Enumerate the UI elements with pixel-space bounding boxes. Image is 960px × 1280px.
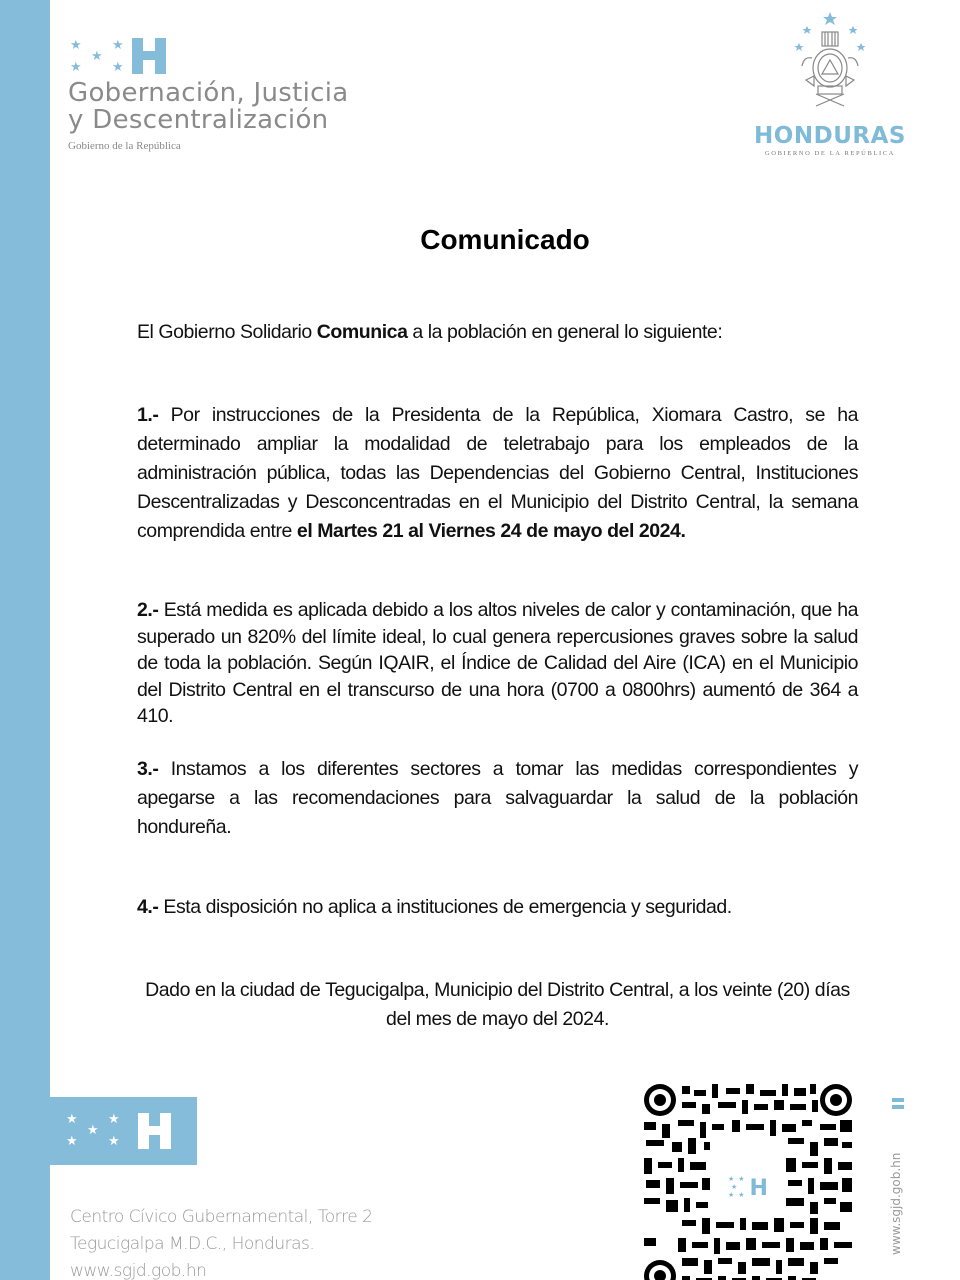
- ministry-name: [68, 80, 349, 134]
- qr-center-logo: [716, 1160, 780, 1216]
- point-1-paragraph: [137, 401, 858, 546]
- h-logo-icon: [138, 1113, 171, 1149]
- point-3-paragraph: [137, 755, 858, 842]
- intro-text: El Gobierno Solidario: [137, 321, 317, 343]
- website-link[interactable]: www.sgjd.gob.hn: [70, 1261, 207, 1280]
- point-4-paragraph: [137, 894, 858, 922]
- footer-logo: [50, 1097, 197, 1165]
- star-icon: ★: [108, 1111, 120, 1126]
- intro-bold-text: Comunica: [316, 321, 408, 343]
- ministry-subtitle: Gobierno de la República: [68, 140, 181, 152]
- star-icon: ★: [112, 37, 124, 52]
- address-line-2: Tegucigalpa M.D.C., Honduras.: [70, 1234, 315, 1254]
- closing-statement: Dado en la ciudad de Tegucigalpa, Municipio del Distrito Central, a los veinte (20) días del mes de mayo del 2024.: [145, 979, 850, 1030]
- intro-paragraph: [137, 319, 858, 347]
- star-icon: ★: [91, 48, 103, 63]
- point-text: Instamos a los diferentes sectores a tomar las medidas correspondientes y apegarse a las recomendaciones para salvaguardar la salud de la población hondureña.: [137, 758, 858, 838]
- star-icon: ★: [87, 1122, 99, 1137]
- point-text: Por instrucciones de la Presidenta de la República, Xiomara Castro, se ha determinado ampliar la modalidad de teletrabajo para los empleados de la administración pública, todas las Dependencias del Gobierno Central, Instituciones Descentralizadas y Desconcentradas en el Municipio del Distrito Central, la semana comprendida entre: [137, 404, 858, 542]
- point-number: 3.-: [137, 758, 159, 780]
- star-icon: ★: [66, 1133, 78, 1148]
- star-icon: ★: [66, 1111, 78, 1126]
- country-subtitle: GOBIERNO DE LA REPÚBLICA: [765, 150, 895, 157]
- point-date-range: el Martes 21 al Viernes 24 de mayo del 2024.: [296, 520, 686, 542]
- star-icon: ★: [70, 37, 82, 52]
- star-icon: ★: [70, 59, 82, 74]
- h-logo-icon: H: [749, 1175, 768, 1201]
- h-logo-icon: [132, 38, 166, 74]
- point-number: 2.-: [137, 599, 159, 621]
- honduras-logo: [750, 10, 910, 157]
- vertical-url-text[interactable]: www.sgjd.gob.hn: [889, 1152, 903, 1255]
- ministry-logo-mark: [68, 36, 349, 76]
- stars-icon: [66, 1112, 126, 1152]
- point-number: 4.-: [137, 896, 159, 918]
- stars-icon: [68, 36, 130, 76]
- point-text: Esta disposición no aplica a instituciones de emergencia y seguridad.: [158, 896, 732, 918]
- star-icon: ★: [112, 59, 124, 74]
- coat-of-arms-icon: [790, 10, 870, 114]
- stars-icon: ★ ★ ★ ★ ★: [728, 1176, 746, 1199]
- left-accent-bar: [0, 0, 50, 1280]
- country-name: HONDURAS: [754, 123, 906, 149]
- star-icon: ★: [108, 1133, 120, 1148]
- ministry-name-line2: y Descentralización: [68, 105, 329, 135]
- vertical-website: [889, 1098, 910, 1255]
- point-2-paragraph: [137, 597, 858, 730]
- ministry-name-line1: Gobernación, Justicia: [68, 78, 349, 108]
- document-title: Comunicado: [420, 224, 590, 255]
- equals-mark-icon: [892, 1098, 904, 1110]
- footer-address: [70, 1204, 372, 1280]
- ministry-logo: [68, 36, 349, 152]
- point-text: Está medida es aplicada debido a los altos niveles de calor y contaminación, que ha superado un 820% del límite ideal, lo cual genera repercusiones graves sobre la salud de toda la población. Según IQAIR, el Índice de Calidad del Aire (ICA) en el Municipio del Distrito Central en el transcurso de una hora (0700 a 0800hrs) aumentó de 364 a 410.: [137, 599, 858, 727]
- qr-code[interactable]: [642, 1082, 854, 1280]
- intro-text: a la población en general lo siguiente:: [407, 321, 723, 343]
- address-line-1: Centro Cívico Gubernamental, Torre 2: [70, 1207, 373, 1227]
- point-number: 1.-: [137, 404, 159, 426]
